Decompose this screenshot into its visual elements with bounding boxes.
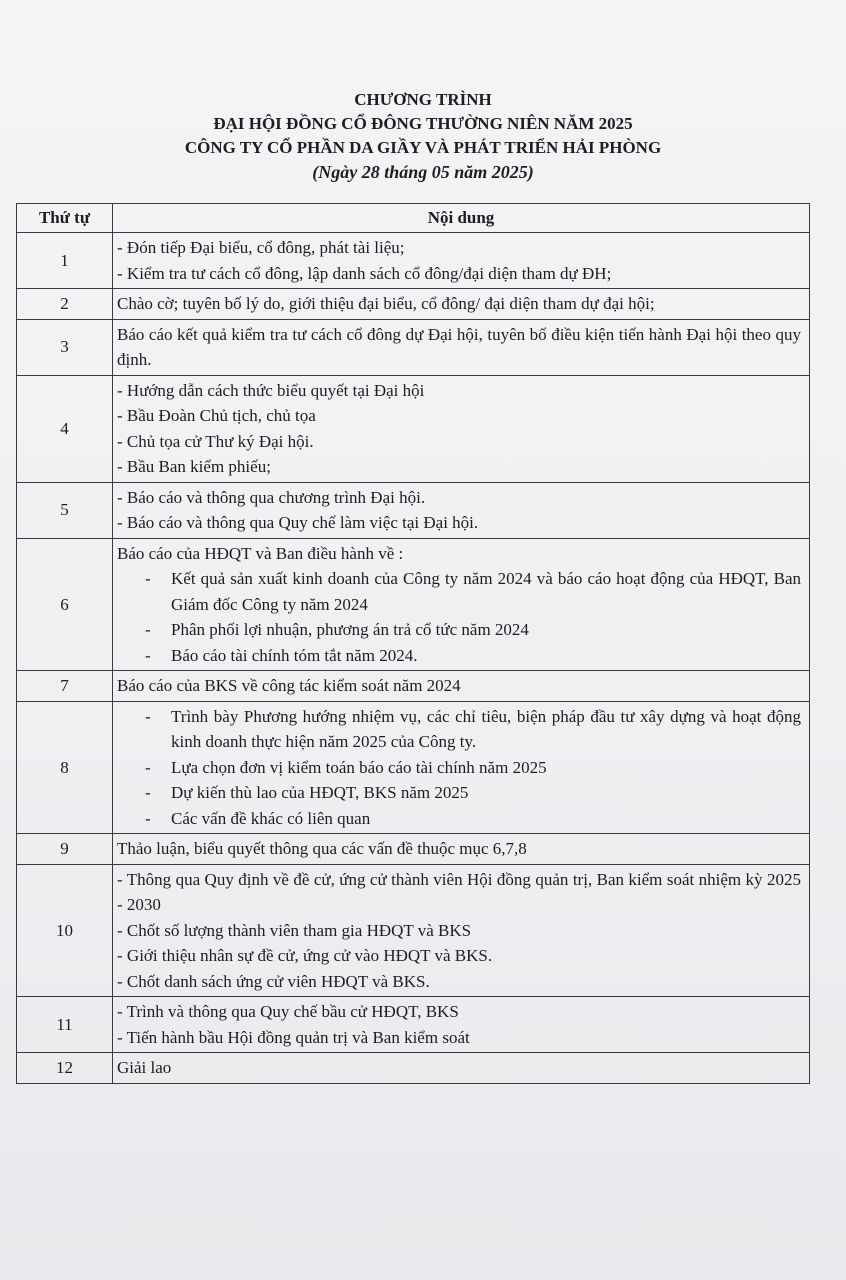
item-number: 10	[17, 864, 113, 997]
item-content	[113, 375, 810, 482]
content-line: - Giới thiệu nhân sự đề cử, ứng cử vào HĐQT và BKS.	[117, 946, 493, 965]
table-row	[17, 1053, 810, 1084]
bullet-dash: -	[145, 620, 151, 639]
content-bullet	[117, 566, 801, 617]
content-line: - Chủ tọa cử Thư ký Đại hội.	[117, 431, 314, 451]
content-line: - Báo cáo và thông qua Quy chế làm việc tại Đại hội.	[117, 513, 479, 532]
table-row	[17, 375, 810, 482]
content-bullet	[117, 806, 801, 832]
item-number: 1	[17, 233, 113, 289]
content-line: - Tiến hành bầu Hội đồng quản trị và Ban kiểm soát	[117, 1027, 470, 1047]
content-bullet	[117, 643, 801, 669]
content-line: - Trình và thông qua Quy chế bầu cử HĐQT, BKS	[117, 1002, 459, 1021]
content-line: Giải lao	[117, 1058, 172, 1077]
document-header	[0, 88, 846, 184]
content-line: Báo cáo của BKS về công tác kiểm soát năm 2024	[117, 676, 461, 695]
agenda-body	[17, 233, 810, 1084]
item-number: 9	[17, 834, 113, 865]
table-row	[17, 864, 810, 997]
table-row	[17, 482, 810, 538]
content-intro: Báo cáo của HĐQT và Ban điều hành về :	[117, 543, 404, 563]
content-bullet	[117, 704, 801, 755]
bullet-text: Lựa chọn đơn vị kiểm toán báo cáo tài chính năm 2025	[171, 757, 547, 777]
company-name: CÔNG TY CỔ PHẦN DA GIẦY VÀ PHÁT TRIỂN HẢI PHÒNG	[184, 138, 662, 157]
bullet-dash: -	[145, 706, 151, 726]
column-header-content: Nội dung	[113, 204, 810, 233]
bullet-dash: -	[145, 569, 151, 588]
item-content	[113, 319, 810, 375]
content-line: - Bầu Ban kiểm phiếu;	[117, 457, 271, 476]
item-number: 2	[17, 289, 113, 320]
content-line: - Bầu Đoàn Chủ tịch, chủ tọa	[117, 406, 316, 425]
bullet-text: Dự kiến thù lao của HĐQT, BKS năm 2025	[171, 783, 469, 802]
bullet-dash: -	[145, 783, 151, 802]
content-bullet	[117, 755, 801, 781]
bullet-text: Các vấn đề khác có liên quan	[171, 808, 371, 828]
bullet-text: Phân phối lợi nhuận, phương án trả cổ tức năm 2024	[171, 620, 529, 639]
agenda-table	[16, 203, 810, 1084]
table-row	[17, 319, 810, 375]
item-number: 7	[17, 671, 113, 702]
content-line: - Thông qua Quy định về đề cử, ứng cử thành viên Hội đồng quản trị, Ban kiểm soát nhiệm kỳ 2025 - 2030	[117, 869, 801, 914]
item-number: 3	[17, 319, 113, 375]
item-content	[113, 671, 810, 702]
item-number: 8	[17, 701, 113, 834]
meeting-title: ĐẠI HỘI ĐỒNG CỔ ĐÔNG THƯỜNG NIÊN NĂM 2025	[213, 114, 633, 133]
column-header-order: Thứ tự	[17, 204, 113, 233]
table-row	[17, 233, 810, 289]
item-content	[113, 864, 810, 997]
table-row	[17, 701, 810, 834]
content-line: - Chốt danh sách ứng cử viên HĐQT và BKS.	[117, 971, 430, 991]
item-content	[113, 538, 810, 671]
program-title: CHƯƠNG TRÌNH	[354, 90, 492, 109]
item-content	[113, 1053, 810, 1084]
content-bullet	[117, 617, 801, 643]
bullet-text: Trình bày Phương hướng nhiệm vụ, các chỉ tiêu, biện pháp đầu tư xây dựng và hoạt động kinh doanh thực hiện năm 2025 của Công ty.	[171, 706, 801, 751]
item-content	[113, 289, 810, 320]
content-line: Chào cờ; tuyên bố lý do, giới thiệu đại biểu, cổ đông/ đại diện tham dự đại hội;	[117, 294, 655, 313]
item-number: 11	[17, 997, 113, 1053]
bullet-dash: -	[145, 757, 151, 777]
table-row	[17, 834, 810, 865]
content-line: Thảo luận, biểu quyết thông qua các vấn đề thuộc mục 6,7,8	[117, 839, 527, 858]
content-line: - Hướng dẫn cách thức biểu quyết tại Đại hội	[117, 380, 425, 400]
bullet-dash: -	[145, 808, 151, 828]
item-content	[113, 233, 810, 289]
table-row	[17, 538, 810, 671]
content-line: - Chốt số lượng thành viên tham gia HĐQT và BKS	[117, 920, 472, 940]
item-number: 12	[17, 1053, 113, 1084]
table-header-row	[17, 204, 810, 233]
content-bullet	[117, 780, 801, 806]
content-line: - Báo cáo và thông qua chương trình Đại hội.	[117, 487, 426, 507]
content-line: - Đón tiếp Đại biểu, cổ đông, phát tài liệu;	[117, 238, 405, 257]
table-row	[17, 671, 810, 702]
bullet-dash: -	[145, 645, 151, 665]
item-number: 6	[17, 538, 113, 671]
item-number: 5	[17, 482, 113, 538]
content-line: Báo cáo kết quả kiểm tra tư cách cổ đông dự Đại hội, tuyên bố điều kiện tiến hành Đại hội theo quy định.	[117, 324, 801, 369]
meeting-date: (Ngày 28 tháng 05 năm 2025)	[312, 162, 534, 182]
bullet-text: Kết quả sản xuất kinh doanh của Công ty năm 2024 và báo cáo hoạt động của HĐQT, Ban Giám đốc Công ty năm 2024	[171, 569, 801, 614]
item-number: 4	[17, 375, 113, 482]
table-row	[17, 289, 810, 320]
bullet-text: Báo cáo tài chính tóm tắt năm 2024.	[171, 645, 418, 665]
item-content	[113, 482, 810, 538]
table-row	[17, 997, 810, 1053]
content-line: - Kiểm tra tư cách cổ đông, lập danh sách cổ đông/đại diện tham dự ĐH;	[117, 263, 612, 283]
item-content	[113, 997, 810, 1053]
item-content	[113, 834, 810, 865]
item-content	[113, 701, 810, 834]
